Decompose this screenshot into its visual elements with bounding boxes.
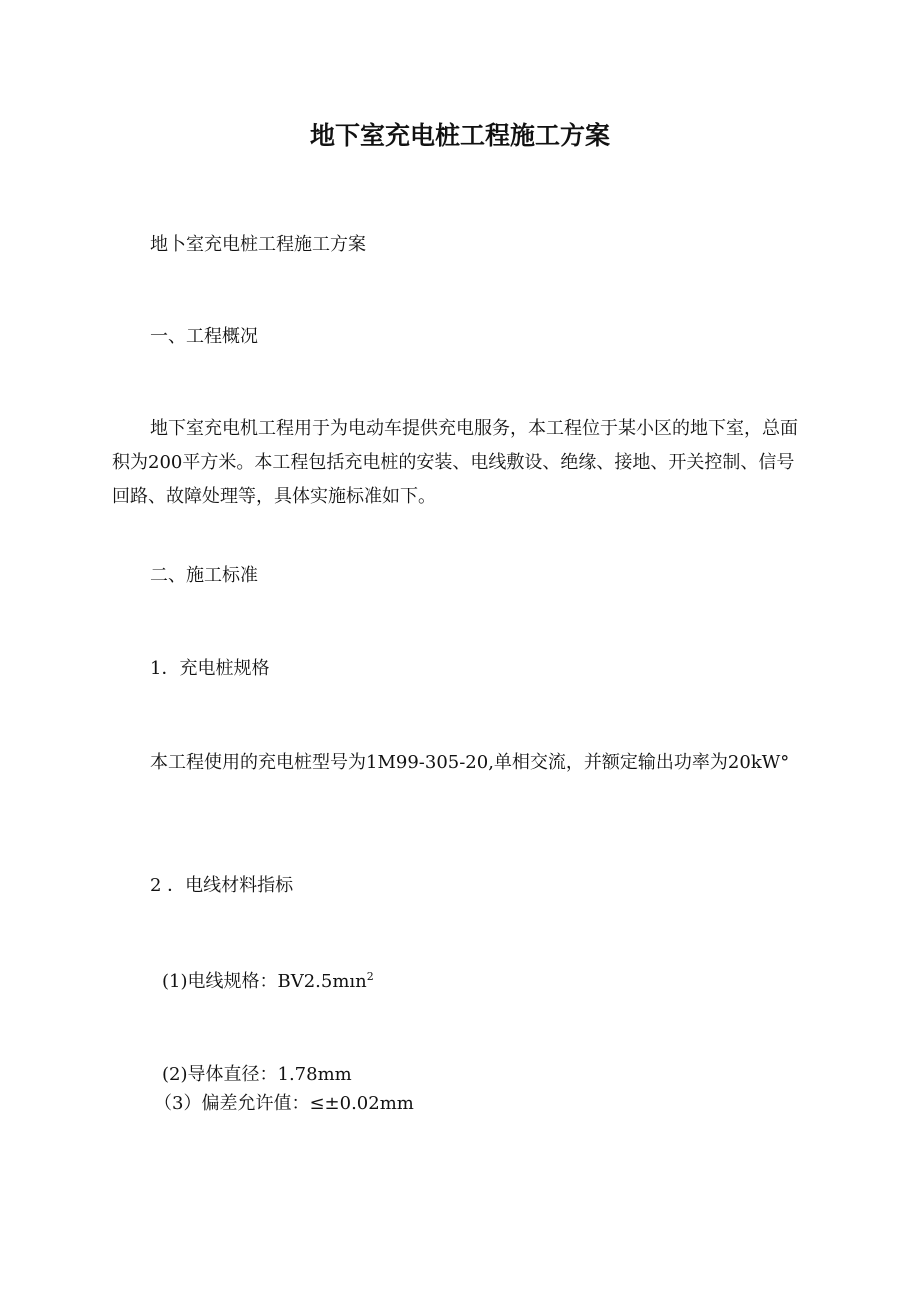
document-subtitle: 地卜室充电桩工程施工方案 [150,234,366,255]
item2-heading: 2 ．电线材料指标 [150,875,294,896]
document-title: 地下室充电桩工程施工方案 [309,121,610,150]
spec3-line: （3）偏差允许值：≤±0.02mm [154,1093,414,1114]
section2-heading: 二、施工标准 [150,565,258,586]
spec1-text: (1)电线规格：BV2.5mın [162,971,367,992]
spec1-superscript: 2 [366,970,374,983]
section1-heading: 一、工程概况 [150,326,258,347]
item1-body: 本工程使用的充电桩型号为1M99-305-20,单相交流，并额定输出功率为20kW° [150,752,790,773]
section1-body: 地下室充电机工程用于为电动车提供充电服务，本工程位于某小区的地下室，总面积为200平方米。本工程包括充电桩的安装、电线敷设、绝缘、接地、开关控制、信号回路、故障处理等，具体实施标准如下。 [112,418,798,507]
spec2-line: (2)导体直径：1.78mm [162,1064,352,1085]
spec1-line [162,965,374,999]
item1-heading: 1．充电桩规格 [150,658,270,679]
